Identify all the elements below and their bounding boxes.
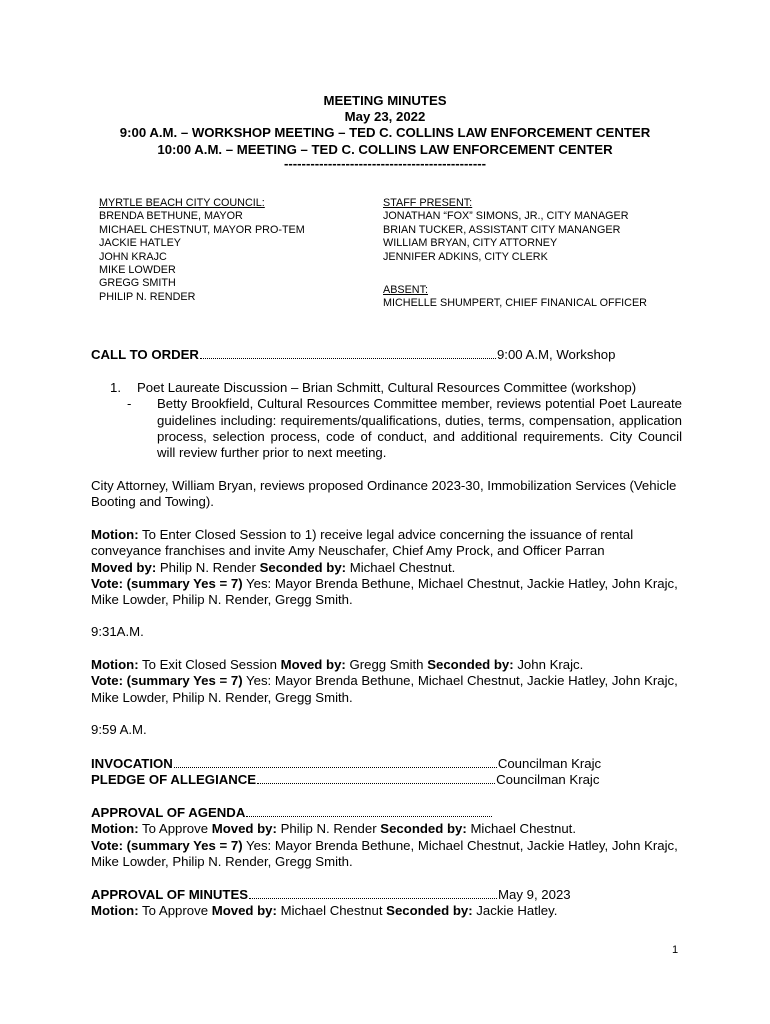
staff-heading: STAFF PRESENT: [383,197,473,209]
seconded-by-label: Seconded by: [259,559,347,575]
page-title: MEETING MINUTES [323,93,447,108]
council-member: BRENDA BETHUNE, MAYOR [99,210,243,223]
seconded-by-value: Michael Chestnut. [470,821,576,837]
staff-list [383,197,647,311]
dot-leader [174,756,497,768]
minutes-label: APPROVAL OF MINUTES [91,887,249,902]
absent-heading: ABSENT: [383,284,429,297]
moved-by-label: Moved by: [211,903,277,919]
pledge-value: Councilman Krajc [496,772,600,788]
vote-value: Yes: Mayor Brenda Bethune, Michael Chestnut, Jackie Hatley, John Krajc, Mike Lowder, Philip N. Render, Gregg Smith. [91,575,678,608]
dot-leader [249,887,497,899]
moved-by-value: Michael Chestnut [280,903,383,919]
seconded-by-value: John Krajc. [517,657,584,672]
vote-label: Vote: (summary Yes = 7) [91,837,243,853]
item-dash: - [127,396,132,412]
moved-by-value: Philip N. Render [159,559,256,575]
seconded-by-label: Seconded by: [386,903,473,919]
approval-of-agenda [91,805,681,870]
motion-label: Motion: [91,657,139,672]
motion-closed-session [91,527,681,608]
call-to-order-line [91,347,681,363]
meeting-line: 10:00 A.M. – MEETING – TED C. COLLINS LAW ENFORCEMENT CENTER [157,141,613,157]
time-text: 9:59 A.M. [91,722,147,737]
vote-value: Yes: Mayor Brenda Bethune, Michael Chestnut, Jackie Hatley, John Krajc, Mike Lowder, Philip N. Render, Gregg Smith. [91,837,678,869]
seconded-by-value: Jackie Hatley. [476,903,558,919]
vote-label: Vote: (summary Yes = 7) [91,575,243,591]
moved-by-value: Gregg Smith [349,657,424,672]
moved-by-label: Moved by: [280,657,346,672]
motion-text: To Enter Closed Session to 1) receive legal advice concerning the issuance of rental conveyance franchises and invite Amy Neuschafer, Chief Amy Prock, and Officer Parran [91,527,634,559]
minutes-date: May 9, 2023 [498,887,571,902]
motion-label: Motion: [91,527,139,542]
invocation-value: Councilman Krajc [497,756,602,771]
council-member: PHILIP N. RENDER [99,290,196,303]
vote-value: Yes: Mayor Brenda Bethune, Michael Chestnut, Jackie Hatley, John Krajc, Mike Lowder, Philip N. Render, Gregg Smith. [91,673,678,705]
motion-text: To Approve [142,821,209,837]
call-to-order-label: CALL TO ORDER [91,347,199,362]
council-heading: MYRTLE BEACH CITY COUNCIL: [99,197,265,209]
item-title: Poet Laureate Discussion – Brian Schmitt, Cultural Resources Committee (workshop) [137,380,637,395]
staff-member: WILLIAM BRYAN, CITY ATTORNEY [383,237,558,250]
document-header [0,93,770,170]
council-member: JOHN KRAJC [99,250,167,263]
pledge-label: PLEDGE OF ALLEGIANCE [91,772,257,788]
staff-member: BRIAN TUCKER, ASSISTANT CITY MANANGER [383,223,621,236]
attorney-note [91,478,681,511]
attorney-note-text: City Attorney, William Bryan, reviews proposed Ordinance 2023-30, Immobilization Services (Vehicle Booting and Towing). [91,478,677,510]
call-to-order-time: 9:00 A.M, Workshop [496,347,616,362]
council-member: MIKE LOWDER [99,264,176,277]
council-member: GREGG SMITH [99,277,176,290]
motion-text: To Approve [142,903,209,919]
header-rule: ---------------------------------------------- [283,155,486,171]
council-list [99,197,305,304]
item-detail: Betty Brookfield, Cultural Resources Committee member, reviews potential Poet Laureate guidelines including: requirements/qualifications, duties, terms, compensation, application process, selection process, code of conduct, and additional requirements. City Council will review further prior to next meeting. [157,396,682,461]
time-text: 9:31A.M. [91,624,144,639]
moved-by-label: Moved by: [91,559,157,575]
seconded-by-value: Michael Chestnut. [349,559,456,575]
seconded-by-label: Seconded by: [380,821,467,837]
vote-label: Vote: (summary Yes = 7) [91,673,243,689]
dot-leader [246,805,492,817]
invocation-pledge [91,756,681,789]
agenda-item-1 [110,380,682,461]
council-member: MICHAEL CHESTNUT, MAYOR PRO-TEM [99,223,305,236]
dot-leader [257,772,495,784]
council-member: JACKIE HATLEY [99,237,181,250]
agenda-label: APPROVAL OF AGENDA [91,805,246,820]
item-number: 1. [110,380,121,395]
motion-exit-session [91,657,681,706]
invocation-label: INVOCATION [91,756,173,771]
motion-text: To Exit Closed Session [142,657,277,672]
staff-member: JONATHAN “FOX” SIMONS, JR., CITY MANAGER [383,210,629,223]
meeting-date: May 23, 2022 [344,109,426,125]
time-stamp-2 [91,722,681,738]
page-number: 1 [672,944,679,956]
workshop-line: 9:00 A.M. – WORKSHOP MEETING – TED C. COLLINS LAW ENFORCEMENT CENTER [119,125,651,141]
seconded-by-label: Seconded by: [427,657,514,672]
moved-by-value: Philip N. Render [280,821,377,837]
motion-label: Motion: [91,821,139,837]
staff-member: JENNIFER ADKINS, CITY CLERK [383,250,548,263]
dot-leader [200,347,496,359]
approval-of-minutes [91,887,681,920]
moved-by-label: Moved by: [211,821,277,837]
absent-member: MICHELLE SHUMPERT, CHIEF FINANICAL OFFICER [383,297,647,310]
motion-label: Motion: [91,903,139,919]
time-stamp-1 [91,624,681,640]
